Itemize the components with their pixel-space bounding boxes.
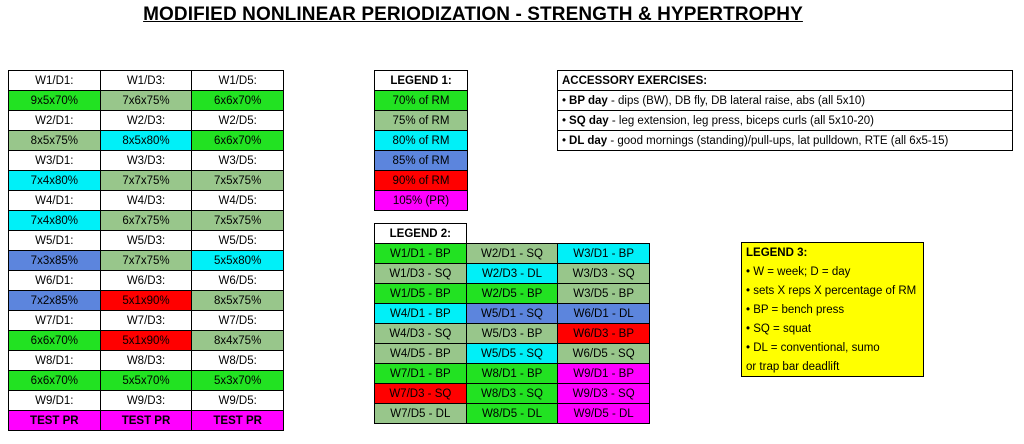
schedule-cell: W5/D1: — [9, 231, 101, 251]
schedule-row — [9, 331, 284, 351]
schedule-cell: W6/D5: — [192, 271, 284, 291]
legend-2-cell: W2/D1 - SQ — [466, 244, 558, 264]
schedule-cell: 7x7x75% — [100, 171, 192, 191]
legend-1-row — [375, 91, 468, 111]
legend-1-item: 80% of RM — [375, 131, 468, 151]
legend-2-cell: W2/D3 - DL — [466, 264, 558, 284]
legend-3-row — [742, 357, 924, 377]
legend-2-row — [375, 344, 650, 364]
legend-1-item: 105% (PR) — [375, 191, 468, 211]
schedule-cell: W2/D1: — [9, 111, 101, 131]
schedule-row — [9, 391, 284, 411]
legend-2-table — [374, 223, 650, 424]
accessory-row — [558, 131, 1013, 151]
schedule-cell: 7x4x80% — [9, 211, 101, 231]
legend-1-item: 90% of RM — [375, 171, 468, 191]
legend-1-row — [375, 171, 468, 191]
legend-2-row — [375, 324, 650, 344]
legend-3-line: • sets X reps X percentage of RM — [742, 281, 924, 300]
accessory-exercise-text: - leg extension, leg press, biceps curls (all 5x10-20) — [608, 114, 874, 127]
schedule-cell: W4/D3: — [100, 191, 192, 211]
schedule-row — [9, 211, 284, 231]
legend-2-cell: W3/D3 - SQ — [558, 264, 650, 284]
accessory-item — [558, 111, 1013, 131]
schedule-cell: W9/D3: — [100, 391, 192, 411]
legend-3-row — [742, 262, 924, 281]
legend-2-row — [375, 264, 650, 284]
legend-1-item: 75% of RM — [375, 111, 468, 131]
schedule-row — [9, 311, 284, 331]
schedule-cell: 7x7x75% — [100, 251, 192, 271]
legend-2-cell: W3/D5 - BP — [558, 284, 650, 304]
legend-2-cell: W4/D1 - BP — [375, 304, 467, 324]
schedule-cell: W8/D1: — [9, 351, 101, 371]
schedule-cell: 7x6x75% — [100, 91, 192, 111]
schedule-table — [8, 70, 284, 431]
schedule-cell: 8x4x75% — [192, 331, 284, 351]
schedule-cell: W7/D3: — [100, 311, 192, 331]
legend-1-table — [374, 70, 468, 211]
legend-3-line: • BP = bench press — [742, 300, 924, 319]
schedule-cell: W1/D1: — [9, 71, 101, 91]
schedule-cell: W4/D5: — [192, 191, 284, 211]
accessory-header: ACCESSORY EXERCISES: — [558, 71, 1013, 91]
legend-2-cell: W6/D1 - DL — [558, 304, 650, 324]
legend-3-line: or trap bar deadlift — [742, 357, 924, 377]
legend-3-line: • W = week; D = day — [742, 262, 924, 281]
schedule-cell: W3/D1: — [9, 151, 101, 171]
schedule-cell: 7x2x85% — [9, 291, 101, 311]
schedule-cell: TEST PR — [192, 411, 284, 431]
schedule-row — [9, 151, 284, 171]
schedule-cell: 9x5x70% — [9, 91, 101, 111]
bullet-icon: • — [562, 134, 567, 147]
schedule-cell: W1/D5: — [192, 71, 284, 91]
page-title: MODIFIED NONLINEAR PERIODIZATION - STRENGTH & HYPERTROPHY — [143, 4, 803, 25]
legend-3-row — [742, 338, 924, 357]
schedule-cell: W2/D5: — [192, 111, 284, 131]
accessory-exercise-text: - good mornings (standing)/pull-ups, lat pulldown, RTE (all 6x5-15) — [607, 134, 949, 147]
schedule-row — [9, 231, 284, 251]
legend-3-line: • SQ = squat — [742, 319, 924, 338]
legend-2-row — [375, 364, 650, 384]
legend-2-cell: W8/D1 - BP — [466, 364, 558, 384]
legend-2-cell: W2/D5 - BP — [466, 284, 558, 304]
schedule-cell: 6x7x75% — [100, 211, 192, 231]
legend-2-row — [375, 244, 650, 264]
legend-3-row — [742, 281, 924, 300]
legend-2-row — [375, 404, 650, 424]
legend-1-row — [375, 191, 468, 211]
legend-3-row — [742, 300, 924, 319]
accessory-row — [558, 111, 1013, 131]
accessory-day-label: BP day — [569, 94, 608, 107]
legend-2-cell: W6/D3 - BP — [558, 324, 650, 344]
schedule-cell: 5x1x90% — [100, 291, 192, 311]
legend-2-row — [375, 304, 650, 324]
schedule-cell: 6x6x70% — [192, 91, 284, 111]
legend-1-item: 70% of RM — [375, 91, 468, 111]
schedule-cell: W2/D3: — [100, 111, 192, 131]
schedule-cell: 8x5x80% — [100, 131, 192, 151]
schedule-cell: W3/D3: — [100, 151, 192, 171]
legend-1-row — [375, 151, 468, 171]
schedule-row — [9, 111, 284, 131]
legend-2-cell: W1/D1 - BP — [375, 244, 467, 264]
schedule-cell: 6x6x70% — [9, 331, 101, 351]
legend-2-cell: W9/D1 - BP — [558, 364, 650, 384]
accessory-exercises-table — [557, 70, 1013, 151]
legend-3-table — [741, 242, 924, 377]
legend-2-cell: W6/D5 - SQ — [558, 344, 650, 364]
schedule-cell: W7/D1: — [9, 311, 101, 331]
schedule-row — [9, 291, 284, 311]
schedule-cell: 5x5x70% — [100, 371, 192, 391]
schedule-row — [9, 351, 284, 371]
schedule-cell: 7x4x80% — [9, 171, 101, 191]
schedule-cell: 8x5x75% — [192, 291, 284, 311]
accessory-item — [558, 91, 1013, 111]
legend-3-row — [742, 319, 924, 338]
legend-1-row — [375, 111, 468, 131]
legend-3-header: LEGEND 3: — [742, 243, 924, 263]
schedule-cell: W9/D5: — [192, 391, 284, 411]
accessory-exercise-text: - dips (BW), DB fly, DB lateral raise, abs (all 5x10) — [607, 94, 866, 107]
schedule-cell: 8x5x75% — [9, 131, 101, 151]
schedule-row — [9, 251, 284, 271]
schedule-cell: W7/D5: — [192, 311, 284, 331]
legend-2-cell: W5/D1 - SQ — [466, 304, 558, 324]
accessory-row — [558, 91, 1013, 111]
bullet-icon: • — [562, 114, 567, 127]
legend-2-cell: W4/D5 - BP — [375, 344, 467, 364]
legend-2-cell: W7/D5 - DL — [375, 404, 467, 424]
legend-2-row — [375, 284, 650, 304]
schedule-cell: TEST PR — [9, 411, 101, 431]
legend-1-row — [375, 131, 468, 151]
legend-2-cell: W1/D3 - SQ — [375, 264, 467, 284]
legend-2-row — [375, 384, 650, 404]
schedule-cell: W4/D1: — [9, 191, 101, 211]
accessory-item — [558, 131, 1013, 151]
schedule-cell: W5/D3: — [100, 231, 192, 251]
schedule-cell: 5x5x80% — [192, 251, 284, 271]
legend-1-header: LEGEND 1: — [375, 71, 468, 91]
accessory-day-label: SQ day — [569, 114, 609, 127]
schedule-row — [9, 271, 284, 291]
schedule-cell: W6/D3: — [100, 271, 192, 291]
schedule-row — [9, 91, 284, 111]
schedule-cell: 5x1x90% — [100, 331, 192, 351]
schedule-cell: W9/D1: — [9, 391, 101, 411]
legend-2-cell: W9/D3 - SQ — [558, 384, 650, 404]
legend-2-cell: W5/D3 - BP — [466, 324, 558, 344]
schedule-cell: 6x6x70% — [192, 131, 284, 151]
schedule-row — [9, 71, 284, 91]
legend-2-cell: W4/D3 - SQ — [375, 324, 467, 344]
schedule-cell: 7x3x85% — [9, 251, 101, 271]
schedule-row — [9, 371, 284, 391]
legend-2-cell: W8/D5 - DL — [466, 404, 558, 424]
schedule-cell: W6/D1: — [9, 271, 101, 291]
bullet-icon: • — [562, 94, 567, 107]
legend-2-cell: W1/D5 - BP — [375, 284, 467, 304]
schedule-row — [9, 411, 284, 431]
schedule-cell: W5/D5: — [192, 231, 284, 251]
schedule-cell: TEST PR — [100, 411, 192, 431]
schedule-row — [9, 191, 284, 211]
legend-2-cell: W9/D5 - DL — [558, 404, 650, 424]
schedule-cell: W8/D3: — [100, 351, 192, 371]
legend-2-cell: W7/D3 - SQ — [375, 384, 467, 404]
schedule-cell: 7x5x75% — [192, 171, 284, 191]
schedule-cell: W1/D3: — [100, 71, 192, 91]
legend-3-line: • DL = conventional, sumo — [742, 338, 924, 357]
schedule-row — [9, 171, 284, 191]
schedule-cell: 7x5x75% — [192, 211, 284, 231]
schedule-cell: 6x6x70% — [9, 371, 101, 391]
legend-2-cell: W5/D5 - SQ — [466, 344, 558, 364]
legend-2-cell: W8/D3 - SQ — [466, 384, 558, 404]
schedule-cell: 5x3x70% — [192, 371, 284, 391]
legend-2-header: LEGEND 2: — [375, 224, 467, 244]
legend-1-item: 85% of RM — [375, 151, 468, 171]
schedule-cell: W8/D5: — [192, 351, 284, 371]
accessory-day-label: DL day — [569, 134, 608, 147]
legend-2-cell: W3/D1 - BP — [558, 244, 650, 264]
schedule-row — [9, 131, 284, 151]
legend-2-cell: W7/D1 - BP — [375, 364, 467, 384]
schedule-cell: W3/D5: — [192, 151, 284, 171]
